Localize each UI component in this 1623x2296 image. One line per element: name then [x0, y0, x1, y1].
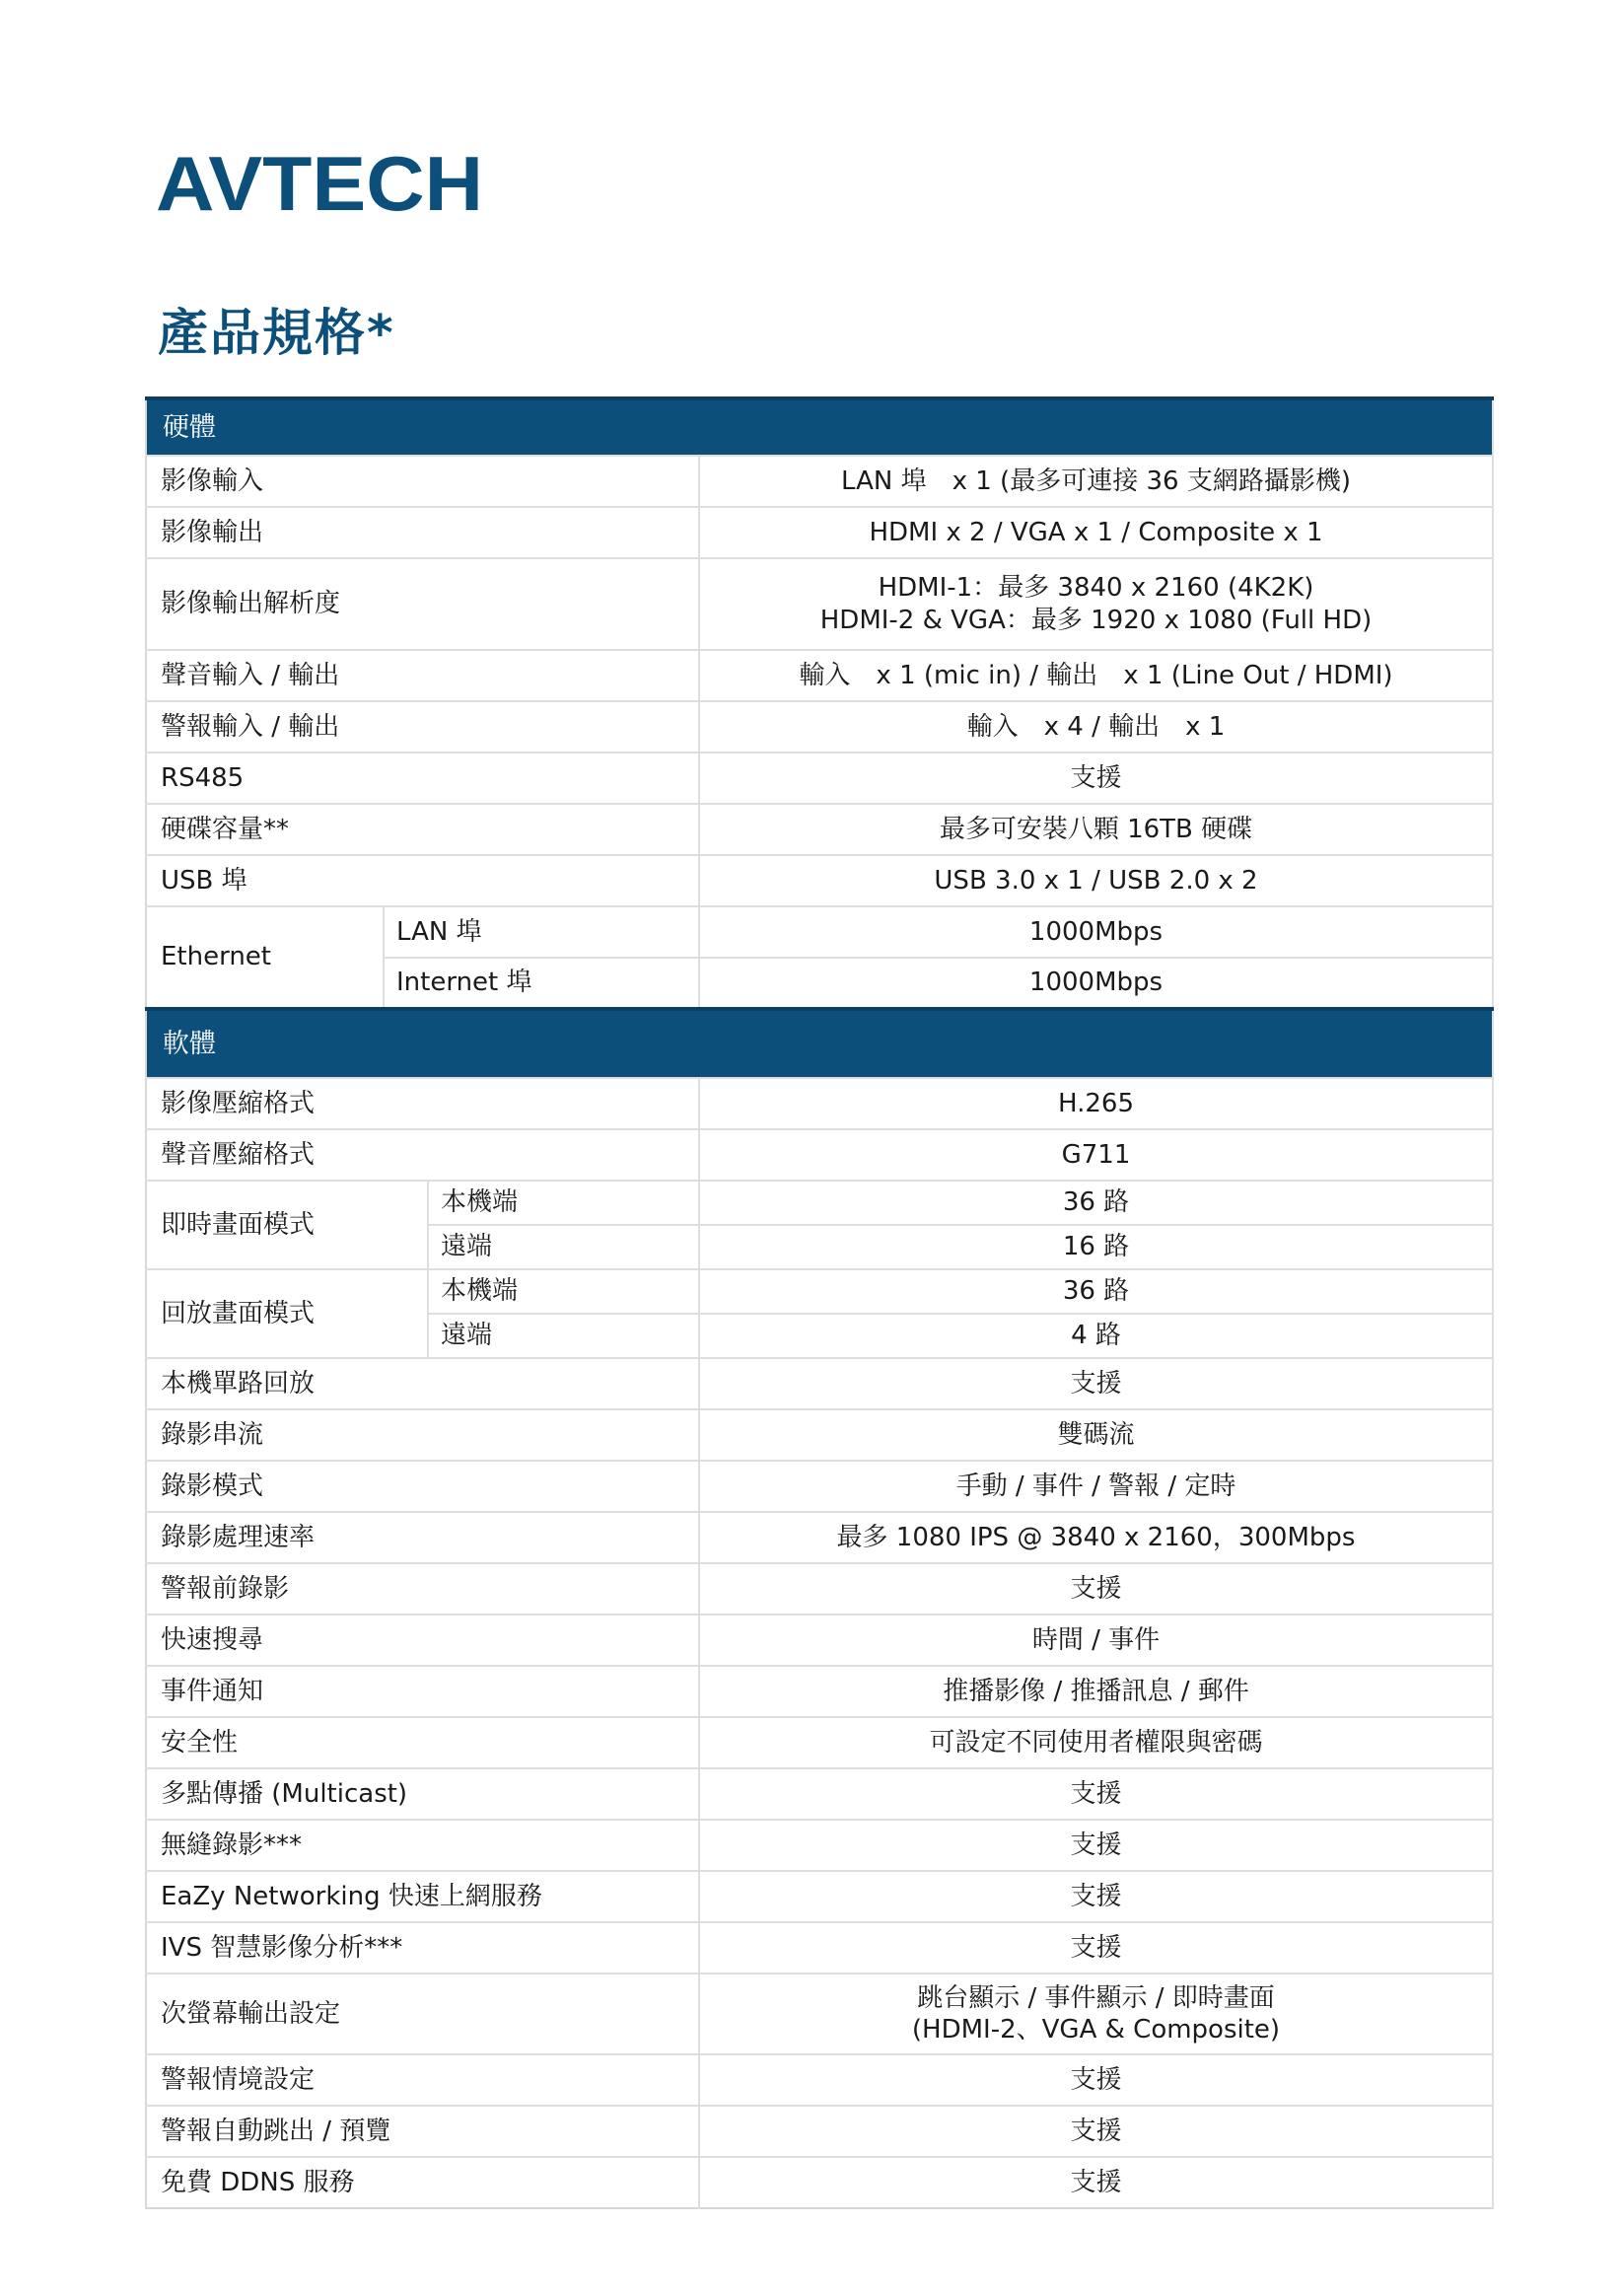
row-value: 最多 1080 IPS @ 3840 x 2160，300Mbps [699, 1512, 1493, 1563]
table-row [146, 753, 1493, 804]
row-sublabel: LAN 埠 [384, 906, 699, 958]
row-label: 多點傳播 (Multicast) [146, 1768, 699, 1820]
row-value-line: HDMI-1：最多 3840 x 2160 (4K2K) [878, 573, 1314, 603]
row-label: 快速搜尋 [146, 1614, 699, 1666]
row-value: 可設定不同使用者權限與密碼 [699, 1717, 1493, 1768]
section-title: 硬體 [146, 398, 1493, 456]
table-row [146, 456, 1493, 507]
logo-text: AVTECH [156, 150, 483, 215]
row-value: 手動 / 事件 / 警報 / 定時 [699, 1461, 1493, 1512]
table-row [146, 1973, 1493, 2054]
table-row [146, 558, 1493, 650]
table-row [146, 1181, 1493, 1225]
spec-table [145, 396, 1494, 2209]
table-row [146, 2157, 1493, 2208]
table-row [146, 2054, 1493, 2106]
row-value: 支援 [699, 2054, 1493, 2106]
table-row [146, 906, 1493, 958]
table-row [146, 1922, 1493, 1973]
row-label: 影像輸出解析度 [146, 558, 699, 650]
row-value: 支援 [699, 2106, 1493, 2157]
row-sublabel: 本機端 [428, 1181, 699, 1225]
row-value: 16 路 [699, 1225, 1493, 1269]
table-row [146, 650, 1493, 701]
row-value: G711 [699, 1129, 1493, 1181]
row-label: 聲音壓縮格式 [146, 1129, 699, 1181]
row-label: EaZy Networking 快速上網服務 [146, 1871, 699, 1922]
row-label: 硬碟容量** [146, 804, 699, 855]
table-row [146, 507, 1493, 558]
table-row [146, 1614, 1493, 1666]
avtech-logo [156, 150, 487, 215]
row-value [699, 558, 1493, 650]
table-row [146, 1269, 1493, 1314]
row-value: 1000Mbps [699, 906, 1493, 958]
row-value: 支援 [699, 2157, 1493, 2208]
section-header-software [146, 1009, 1493, 1078]
row-label: RS485 [146, 753, 699, 804]
row-label: 即時畫面模式 [146, 1181, 428, 1269]
row-sublabel: 本機端 [428, 1269, 699, 1314]
row-value: 推播影像 / 推播訊息 / 郵件 [699, 1666, 1493, 1717]
row-label: 回放畫面模式 [146, 1269, 428, 1358]
table-row [146, 1666, 1493, 1717]
row-value: 支援 [699, 1871, 1493, 1922]
row-label: 免費 DDNS 服務 [146, 2157, 699, 2208]
table-row [146, 701, 1493, 753]
row-value: 36 路 [699, 1269, 1493, 1314]
table-row [146, 1871, 1493, 1922]
row-sublabel: 遠端 [428, 1314, 699, 1358]
row-label: IVS 智慧影像分析*** [146, 1922, 699, 1973]
table-row [146, 1129, 1493, 1181]
row-sublabel: Internet 埠 [384, 958, 699, 1009]
row-value: 支援 [699, 1820, 1493, 1871]
section-title: 軟體 [146, 1009, 1493, 1078]
row-label: 無縫錄影*** [146, 1820, 699, 1871]
row-label: 次螢幕輸出設定 [146, 1973, 699, 2054]
row-value: 1000Mbps [699, 958, 1493, 1009]
table-row [146, 1078, 1493, 1129]
row-value: LAN 埠 x 1 (最多可連接 36 支網路攝影機) [699, 456, 1493, 507]
row-value: 支援 [699, 1922, 1493, 1973]
row-label: Ethernet [146, 906, 384, 1009]
page-title: 產品規格* [158, 305, 395, 363]
table-row [146, 1820, 1493, 1871]
row-label: 錄影處理速率 [146, 1512, 699, 1563]
row-value: 輸入 x 1 (mic in) / 輸出 x 1 (Line Out / HDMI) [699, 650, 1493, 701]
table-row [146, 1563, 1493, 1614]
table-row [146, 1512, 1493, 1563]
row-value-line: HDMI-2 & VGA：最多 1920 x 1080 (Full HD) [819, 605, 1373, 635]
row-value: USB 3.0 x 1 / USB 2.0 x 2 [699, 855, 1493, 906]
row-label: 錄影串流 [146, 1409, 699, 1461]
table-row [146, 1717, 1493, 1768]
row-value: 4 路 [699, 1314, 1493, 1358]
row-value: 支援 [699, 1563, 1493, 1614]
row-value: H.265 [699, 1078, 1493, 1129]
row-label: 影像壓縮格式 [146, 1078, 699, 1129]
row-label: USB 埠 [146, 855, 699, 906]
row-value: 時間 / 事件 [699, 1614, 1493, 1666]
table-row [146, 804, 1493, 855]
row-label: 事件通知 [146, 1666, 699, 1717]
table-row [146, 1461, 1493, 1512]
row-label: 警報輸入 / 輸出 [146, 701, 699, 753]
table-row [146, 1768, 1493, 1820]
row-label: 本機單路回放 [146, 1358, 699, 1409]
section-header-hardware [146, 398, 1493, 456]
row-value-line: 跳台顯示 / 事件顯示 / 即時畫面 [917, 1982, 1275, 2013]
row-label: 安全性 [146, 1717, 699, 1768]
row-label: 警報自動跳出 / 預覽 [146, 2106, 699, 2157]
row-label: 錄影模式 [146, 1461, 699, 1512]
row-value-line: (HDMI-2、VGA & Composite) [911, 2015, 1281, 2045]
row-sublabel: 遠端 [428, 1225, 699, 1269]
row-value: 36 路 [699, 1181, 1493, 1225]
table-row [146, 1409, 1493, 1461]
row-value: 最多可安裝八顆 16TB 硬碟 [699, 804, 1493, 855]
row-value: 支援 [699, 1358, 1493, 1409]
row-value [699, 1973, 1493, 2054]
table-row [146, 2106, 1493, 2157]
table-row [146, 855, 1493, 906]
row-value: 輸入 x 4 / 輸出 x 1 [699, 701, 1493, 753]
avtech-logo-graphic [156, 150, 487, 215]
row-label: 影像輸入 [146, 456, 699, 507]
row-label: 聲音輸入 / 輸出 [146, 650, 699, 701]
row-value: HDMI x 2 / VGA x 1 / Composite x 1 [699, 507, 1493, 558]
row-value: 雙碼流 [699, 1409, 1493, 1461]
row-value: 支援 [699, 753, 1493, 804]
table-row [146, 1358, 1493, 1409]
row-label: 警報前錄影 [146, 1563, 699, 1614]
row-value: 支援 [699, 1768, 1493, 1820]
row-label: 警報情境設定 [146, 2054, 699, 2106]
row-label: 影像輸出 [146, 507, 699, 558]
